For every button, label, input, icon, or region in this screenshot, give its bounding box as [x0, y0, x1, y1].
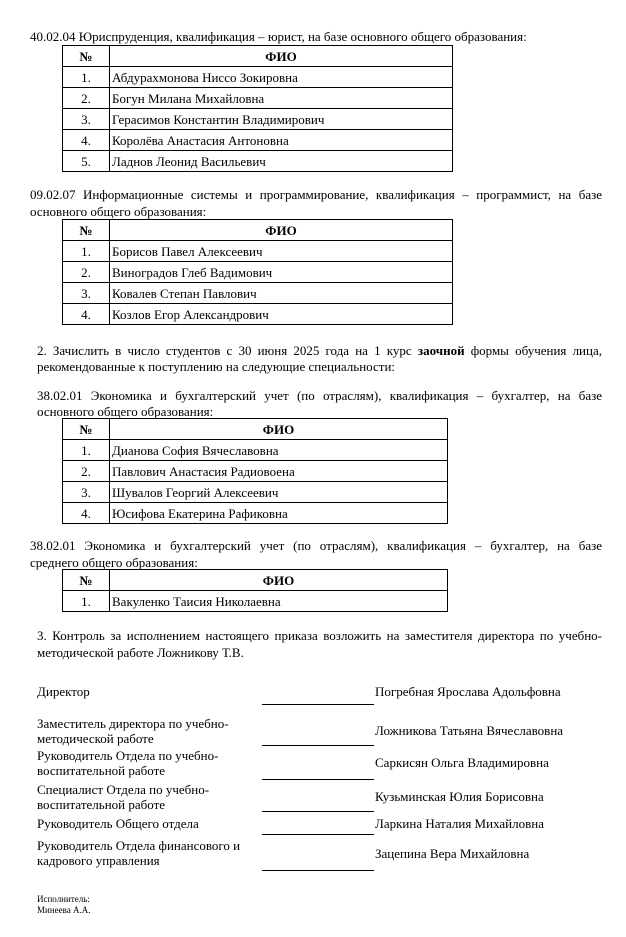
signature-role: Специалист Отдела по учебно-воспитательной работе	[37, 782, 210, 812]
row-number: 2.	[63, 262, 110, 283]
table-row	[63, 151, 453, 172]
row-name: Ковалев Степан Павлович	[110, 283, 453, 304]
item2-line1	[37, 343, 602, 358]
item2-text-bold: заочной	[417, 343, 465, 358]
row-number: 4.	[63, 304, 110, 325]
section2-heading-line1: 09.02.07 Информационные системы и программирование, квалификация – программист, на базе	[30, 187, 602, 202]
signature-line	[262, 811, 374, 812]
table-row	[63, 461, 448, 482]
signature-line	[262, 834, 374, 835]
signature-name: Ларкина Наталия Михайловна	[375, 816, 544, 831]
row-number: 2.	[63, 461, 110, 482]
col-name-header: ФИО	[110, 570, 448, 591]
item3-line2: методической работе Ложникову Т.В.	[37, 645, 244, 660]
table-row	[63, 503, 448, 524]
signature-role: Руководитель Отдела финансового и кадрового управления	[37, 838, 241, 868]
table-row	[63, 440, 448, 461]
executor-name: Минеева А.А.	[37, 905, 91, 915]
row-name: Королёва Анастасия Антоновна	[110, 130, 453, 151]
section3-table	[62, 418, 448, 524]
signature-line	[262, 745, 374, 746]
signature-name: Ложникова Татьяна Вячеславовна	[375, 723, 564, 738]
table-header	[63, 220, 453, 241]
table-row	[63, 88, 453, 109]
col-name-header: ФИО	[110, 419, 448, 440]
row-name: Виноградов Глеб Вадимович	[110, 262, 453, 283]
signature-role: Директор	[37, 684, 90, 699]
table-row	[63, 591, 448, 612]
row-name: Борисов Павел Алексеевич	[110, 241, 453, 262]
signature-role: Руководитель Отдела по учебно-воспитательной работе	[37, 748, 219, 778]
table-row	[63, 67, 453, 88]
table-row	[63, 262, 453, 283]
section2-heading-line2: основного общего образования:	[30, 204, 207, 219]
row-name: Герасимов Константин Владимирович	[110, 109, 453, 130]
table-row	[63, 130, 453, 151]
row-number: 3.	[63, 109, 110, 130]
row-number: 1.	[63, 241, 110, 262]
row-number: 3.	[63, 283, 110, 304]
row-name: Козлов Егор Александрович	[110, 304, 453, 325]
table-header	[63, 570, 448, 591]
col-num-header: №	[63, 419, 110, 440]
col-num-header: №	[63, 46, 110, 67]
item2-text-pre: 2. Зачислить в число студентов с 30 июня 2025 года на 1 курс	[37, 343, 418, 358]
table-header	[63, 46, 453, 67]
signature-line	[262, 779, 374, 780]
section3-heading-line2: основного общего образования:	[37, 404, 214, 419]
signature-role: Заместитель директора по учебно-методической работе	[37, 716, 229, 746]
row-number: 2.	[63, 88, 110, 109]
row-name: Вакуленко Таисия Николаевна	[110, 591, 448, 612]
row-name: Ладнов Леонид Васильевич	[110, 151, 453, 172]
table-row	[63, 241, 453, 262]
item3-line1: 3. Контроль за исполнением настоящего приказа возложить на заместителя директора по учебно-	[37, 628, 602, 643]
row-number: 1.	[63, 67, 110, 88]
row-name: Дианова София Вячеславовна	[110, 440, 448, 461]
section1-heading: 40.02.04 Юриспруденция, квалификация – юрист, на базе основного общего образования:	[30, 29, 527, 44]
signature-line	[262, 870, 374, 871]
signature-name: Саркисян Ольга Владимировна	[375, 755, 549, 770]
table-row	[63, 482, 448, 503]
row-name: Абдурахмонова Ниссо Зокировна	[110, 67, 453, 88]
row-name: Богун Милана Михайловна	[110, 88, 453, 109]
item2-text-post: формы обучения лица,	[464, 343, 602, 358]
col-name-header: ФИО	[110, 46, 453, 67]
table-row	[63, 304, 453, 325]
row-name: Шувалов Георгий Алексеевич	[110, 482, 448, 503]
signature-name: Погребная Ярослава Адольфовна	[375, 684, 561, 699]
row-number: 3.	[63, 482, 110, 503]
row-number: 5.	[63, 151, 110, 172]
row-number: 4.	[63, 503, 110, 524]
table-header	[63, 419, 448, 440]
section4-table	[62, 569, 448, 612]
table-row	[63, 109, 453, 130]
executor-label: Исполнитель:	[37, 894, 90, 904]
signature-line	[262, 704, 374, 705]
item2-line2: рекомендованные к поступлению на следующие специальности:	[37, 359, 396, 374]
col-num-header: №	[63, 220, 110, 241]
section4-heading-line2: среднего общего образования:	[30, 555, 198, 570]
row-number: 1.	[63, 591, 110, 612]
row-number: 1.	[63, 440, 110, 461]
signature-name: Кузьминская Юлия Борисовна	[375, 789, 544, 804]
col-num-header: №	[63, 570, 110, 591]
section2-table	[62, 219, 453, 325]
signature-role: Руководитель Общего отдела	[37, 816, 199, 831]
row-name: Юсифова Екатерина Рафиковна	[110, 503, 448, 524]
col-name-header: ФИО	[110, 220, 453, 241]
signature-name: Зацепина Вера Михайловна	[375, 846, 530, 861]
row-number: 4.	[63, 130, 110, 151]
section4-heading-line1: 38.02.01 Экономика и бухгалтерский учет (по отраслям), квалификация – бухгалтер, на базе	[30, 538, 602, 553]
table-row	[63, 283, 453, 304]
section3-heading-line1: 38.02.01 Экономика и бухгалтерский учет (по отраслям), квалификация – бухгалтер, на базе	[37, 388, 602, 403]
section1-table	[62, 45, 453, 172]
row-name: Павлович Анастасия Радиовоена	[110, 461, 448, 482]
